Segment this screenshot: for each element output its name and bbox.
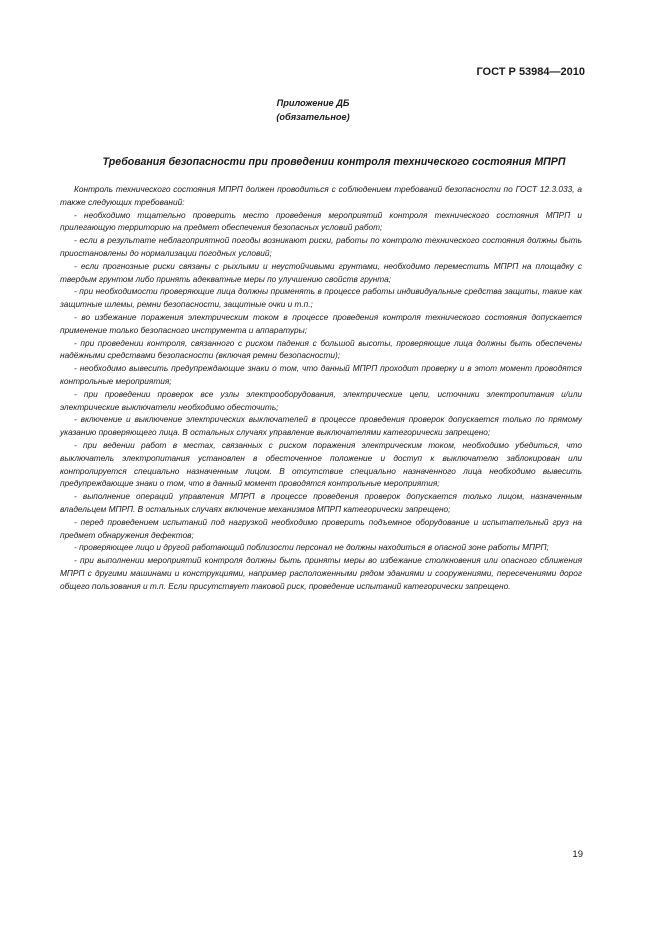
list-item: - если прогнозные риски связаны с рыхлыми и неустойчивыми грунтами, необходимо переместить МПРП на площадку с твердым грунтом либо принять адекватные меры по улучшению свойств грунта; xyxy=(60,260,582,284)
body-text xyxy=(60,183,582,593)
section-title: Требования безопасности при проведении контроля технического состояния МПРП xyxy=(102,156,566,168)
list-item: - во избежание поражения электрическим током в процессе проведения контроля технического состояния допускается применение только безопасного инструмента и аппаратуры; xyxy=(60,311,582,335)
document-code: ГОСТ Р 53984—2010 xyxy=(476,66,585,78)
page-number: 19 xyxy=(572,849,583,860)
list-item: - необходимо вывесить предупреждающие знаки о том, что данный МПРП проходит проверку и в этот момент проводятся контрольные мероприятия; xyxy=(60,363,582,386)
list-item: - при проведении проверок все узлы электрооборудования, электрические цепи, источники электропитания и/или электрические выключатели необходимо обесточить; xyxy=(60,388,582,412)
appendix-status: (обязательное) xyxy=(276,112,350,122)
paragraph-intro: Контроль технического состояния МПРП должен проводиться с соблюдением требований безопасности по ГОСТ 12.3.033, а также следующих требований: xyxy=(60,184,582,207)
list-item: - при ведении работ в местах, связанных с риском поражения электрическим током, необходимо убедиться, что выключатель электропитания установлен в обесточенное положение и доступ к выключателю заблокирован или контролируется специально назначенным лицом. В отсутствие специально назначенного лица необходимо вывесить предупреждающие знаки о том, что в данный момент проводятся контрольные мероприятия; xyxy=(60,439,582,489)
list-item: - проверяющее лицо и другой работающий поблизости персонал не должны находиться в опасной зоне работы МПРП; xyxy=(74,542,549,553)
list-item: - при необходимости проверяющие лица должны применять в процессе работы индивидуальные средства защиты, такие как защитные шлемы, ремни безопасности, защитные очки и т.п.; xyxy=(60,286,582,310)
appendix-title: Приложение ДБ xyxy=(276,98,350,108)
list-item: - при проведении контроля, связанного с риском падения с большой высоты, проверяющие лица должны быть обеспечены надёжными средствами безопасности (включая ремни безопасности); xyxy=(60,337,582,361)
list-item: - если в результате неблагоприятной погоды возникают риски, работы по контролю технического состояния должны быть приостановлены до нормализации погодных условий; xyxy=(60,235,582,258)
list-item: - необходимо тщательно проверить место проведения мероприятий контроля технического состояния МПРП и прилегающую территорию на предмет обеспечения безопасных условий работ; xyxy=(60,209,582,233)
list-item: - перед проведением испытаний под нагрузкой необходимо проверить подъемное оборудование и испытательный груз на предмет обнаружения дефектов; xyxy=(60,516,582,540)
appendix-heading xyxy=(0,96,626,124)
list-item: - выполнение операций управления МПРП в процессе проведения проверок допускается только лицом, назначенным владельцем МПРП. В остальных случаях включение механизмов МПРП категорически запрещено; xyxy=(60,491,582,514)
list-item: - включение и выключение электрических выключателей в процессе проведения проверок допускается только по прямому указанию проверяющего лица. В остальных случаях управление выключателями категорически запрещено; xyxy=(60,414,582,438)
list-item: - при выполнении мероприятий контроля должны быть приняты меры во избежание столкновения или опасного сближения МПРП с другими машинами и конструкциями, например расположенными рядом зданиями и сооружениями, пересечениями дорог общего пользования и т.п. Если присутствует таковой риск, проведение испытаний категорически запрещено. xyxy=(60,555,582,591)
